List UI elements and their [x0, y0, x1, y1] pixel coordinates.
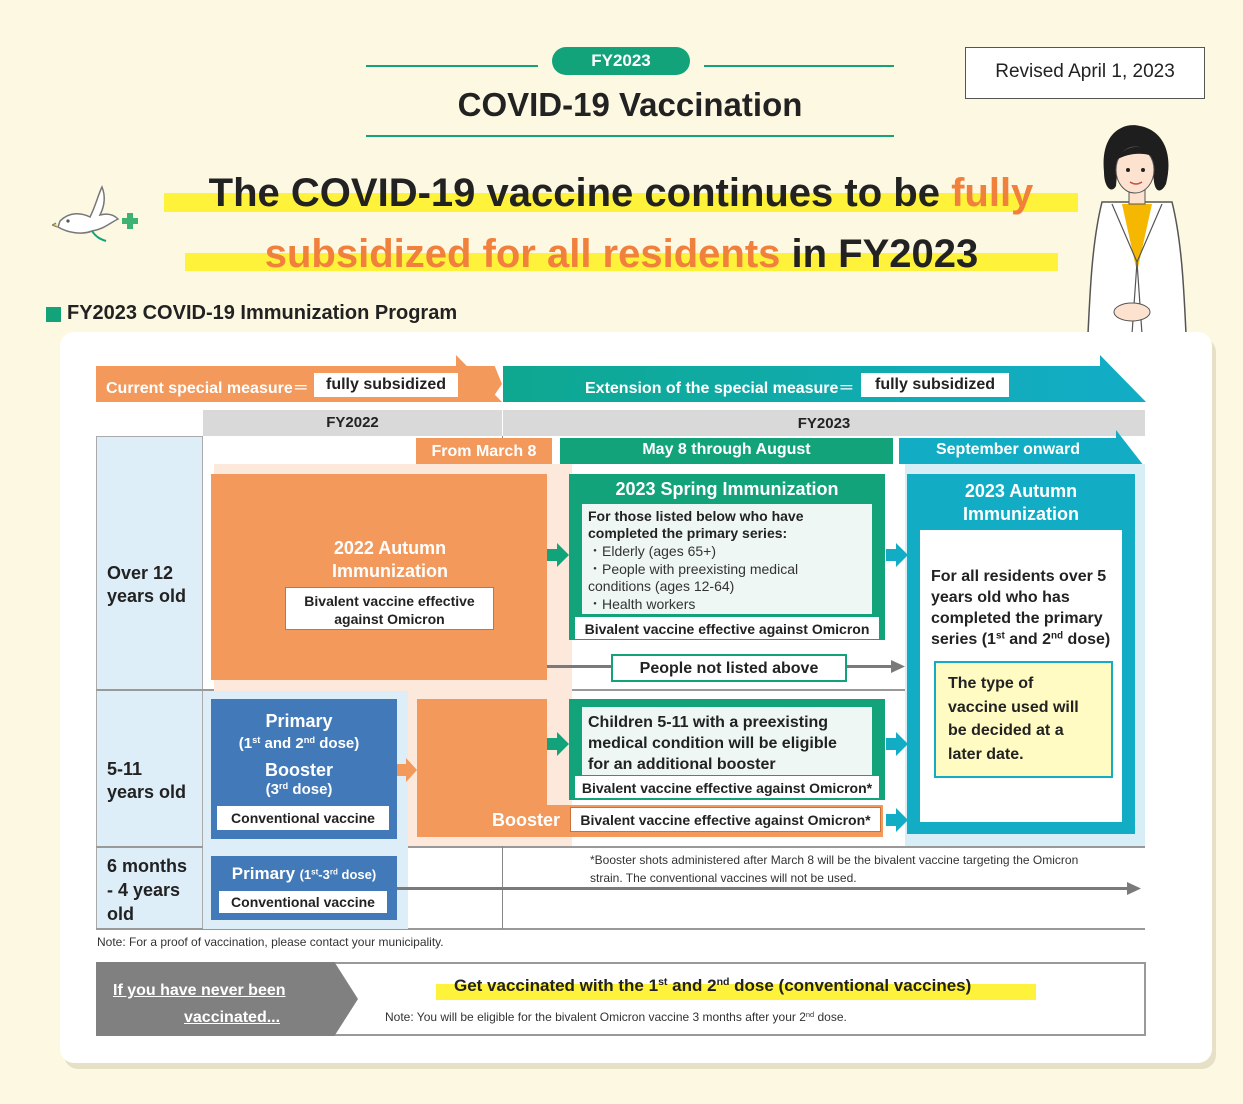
- arrow-to-spring: [547, 543, 569, 567]
- autumn-2023-note: The type of vaccine used will be decided at a later date.: [934, 661, 1113, 778]
- spring-items: ・Elderly (ages 65+) ・People with preexisting medical conditions (ages 12-64) ・Health workers: [588, 543, 799, 612]
- not-listed-box: People not listed above: [611, 654, 847, 682]
- autumn-2022-title: 2022 Autumn Immunization: [332, 538, 448, 581]
- proof-note: Note: For a proof of vaccination, please contact your municipality.: [97, 935, 444, 949]
- section-square-icon: [46, 307, 61, 322]
- current-measure-label: Current special measure＝: [106, 380, 309, 397]
- fy2022-bar: FY2022: [203, 410, 502, 436]
- over12-gray-arrowhead: [891, 660, 905, 673]
- header-line-right: [704, 65, 894, 67]
- extension-label: Extension of the special measure＝: [585, 380, 855, 397]
- row-label-5-11: 5-11 years old: [107, 759, 187, 802]
- sept-arrowhead: [1116, 430, 1144, 466]
- spring-vaccine: Bivalent vaccine effective against Omicron: [574, 616, 880, 640]
- headline-end: in FY2023: [780, 232, 979, 276]
- primary-5-11-text: Primary (1st and 2nd dose) Booster (3rd dose): [238, 711, 360, 798]
- autumn-2022-vaccine: Bivalent vaccine effective against Omicron: [285, 587, 494, 630]
- spring-lead: For those listed below who have completed the primary series:: [588, 508, 804, 541]
- arrow-primary-to-booster: [397, 758, 417, 782]
- booster-label: Booster: [492, 810, 561, 830]
- current-measure-box: fully subsidized: [314, 373, 458, 397]
- headline-line-2: [185, 231, 1058, 277]
- conventional-infant: Conventional vaccine: [219, 891, 387, 913]
- spring-title: 2023 Spring Immunization: [615, 479, 839, 499]
- headline-part1: The COVID-19 vaccine continues to be: [208, 171, 952, 215]
- row-label-infant: 6 months - 4 years old: [107, 856, 188, 924]
- extension-arrowhead: [1100, 355, 1146, 402]
- children-text: Children 5-11 with a preexisting medical condition will be eligible for an additional booster: [588, 714, 837, 773]
- current-measure-arrowhead: [456, 355, 502, 402]
- headline-subsidized: subsidized for all residents: [264, 232, 781, 276]
- autumn-2023-title: 2023 Autumn Immunization: [963, 481, 1079, 524]
- arrow-booster-to-autumn: [886, 808, 908, 832]
- booster-vaccine: Bivalent vaccine effective against Omicron*: [570, 807, 881, 832]
- infant-primary-text: Primary (1st-3rd dose): [231, 864, 377, 883]
- section-title: FY2023 COVID-19 Immunization Program: [67, 302, 458, 324]
- never-label[interactable]: If you have never been vaccinated...: [113, 982, 286, 1026]
- fy-pill: FY2023: [552, 47, 690, 75]
- dove-icon: [52, 183, 122, 245]
- never-note: Note: You will be eligible for the bivalent Omicron vaccine 3 months after your 2nd dose.: [385, 1009, 847, 1024]
- may-aug-header: May 8 through August: [560, 438, 893, 464]
- header-line-left: [366, 65, 538, 67]
- arrow-children-to-autumn: [886, 732, 908, 756]
- revised-date: Revised April 1, 2023: [965, 47, 1205, 99]
- doctor-illustration: [1082, 122, 1192, 334]
- green-cross-icon: [122, 213, 138, 229]
- footnote: *Booster shots administered after March 8 will be the bivalent vaccine targeting the Omicron strain. The conventional vaccines will not be used.: [590, 853, 1079, 885]
- arrow-to-children: [547, 732, 569, 756]
- arrow-spring-to-autumn: [886, 543, 908, 567]
- fy2023-bar: FY2023: [503, 410, 1145, 436]
- autumn-2023-text: For all residents over 5 years old who has completed the primary series (1st and 2nd dose): [931, 568, 1111, 648]
- from-march-header: From March 8: [416, 438, 552, 464]
- headline-fully: fully: [951, 171, 1034, 215]
- conventional-5-11: Conventional vaccine: [217, 806, 389, 830]
- page-title: COVID-19 Vaccination: [457, 86, 803, 123]
- children-vaccine: Bivalent vaccine effective against Omicron*: [574, 775, 880, 799]
- headline-line-1: [164, 170, 1078, 216]
- infant-gray-arrow: [397, 887, 1129, 890]
- infant-gray-arrowhead: [1127, 882, 1141, 895]
- header-underline: [366, 135, 894, 137]
- never-main: Get vaccinated with the 1st and 2nd dose (conventional vaccines): [454, 976, 972, 995]
- extension-box: fully subsidized: [861, 373, 1009, 397]
- row-label-over12: Over 12 years old: [107, 563, 187, 606]
- sept-header: September onward: [899, 438, 1117, 464]
